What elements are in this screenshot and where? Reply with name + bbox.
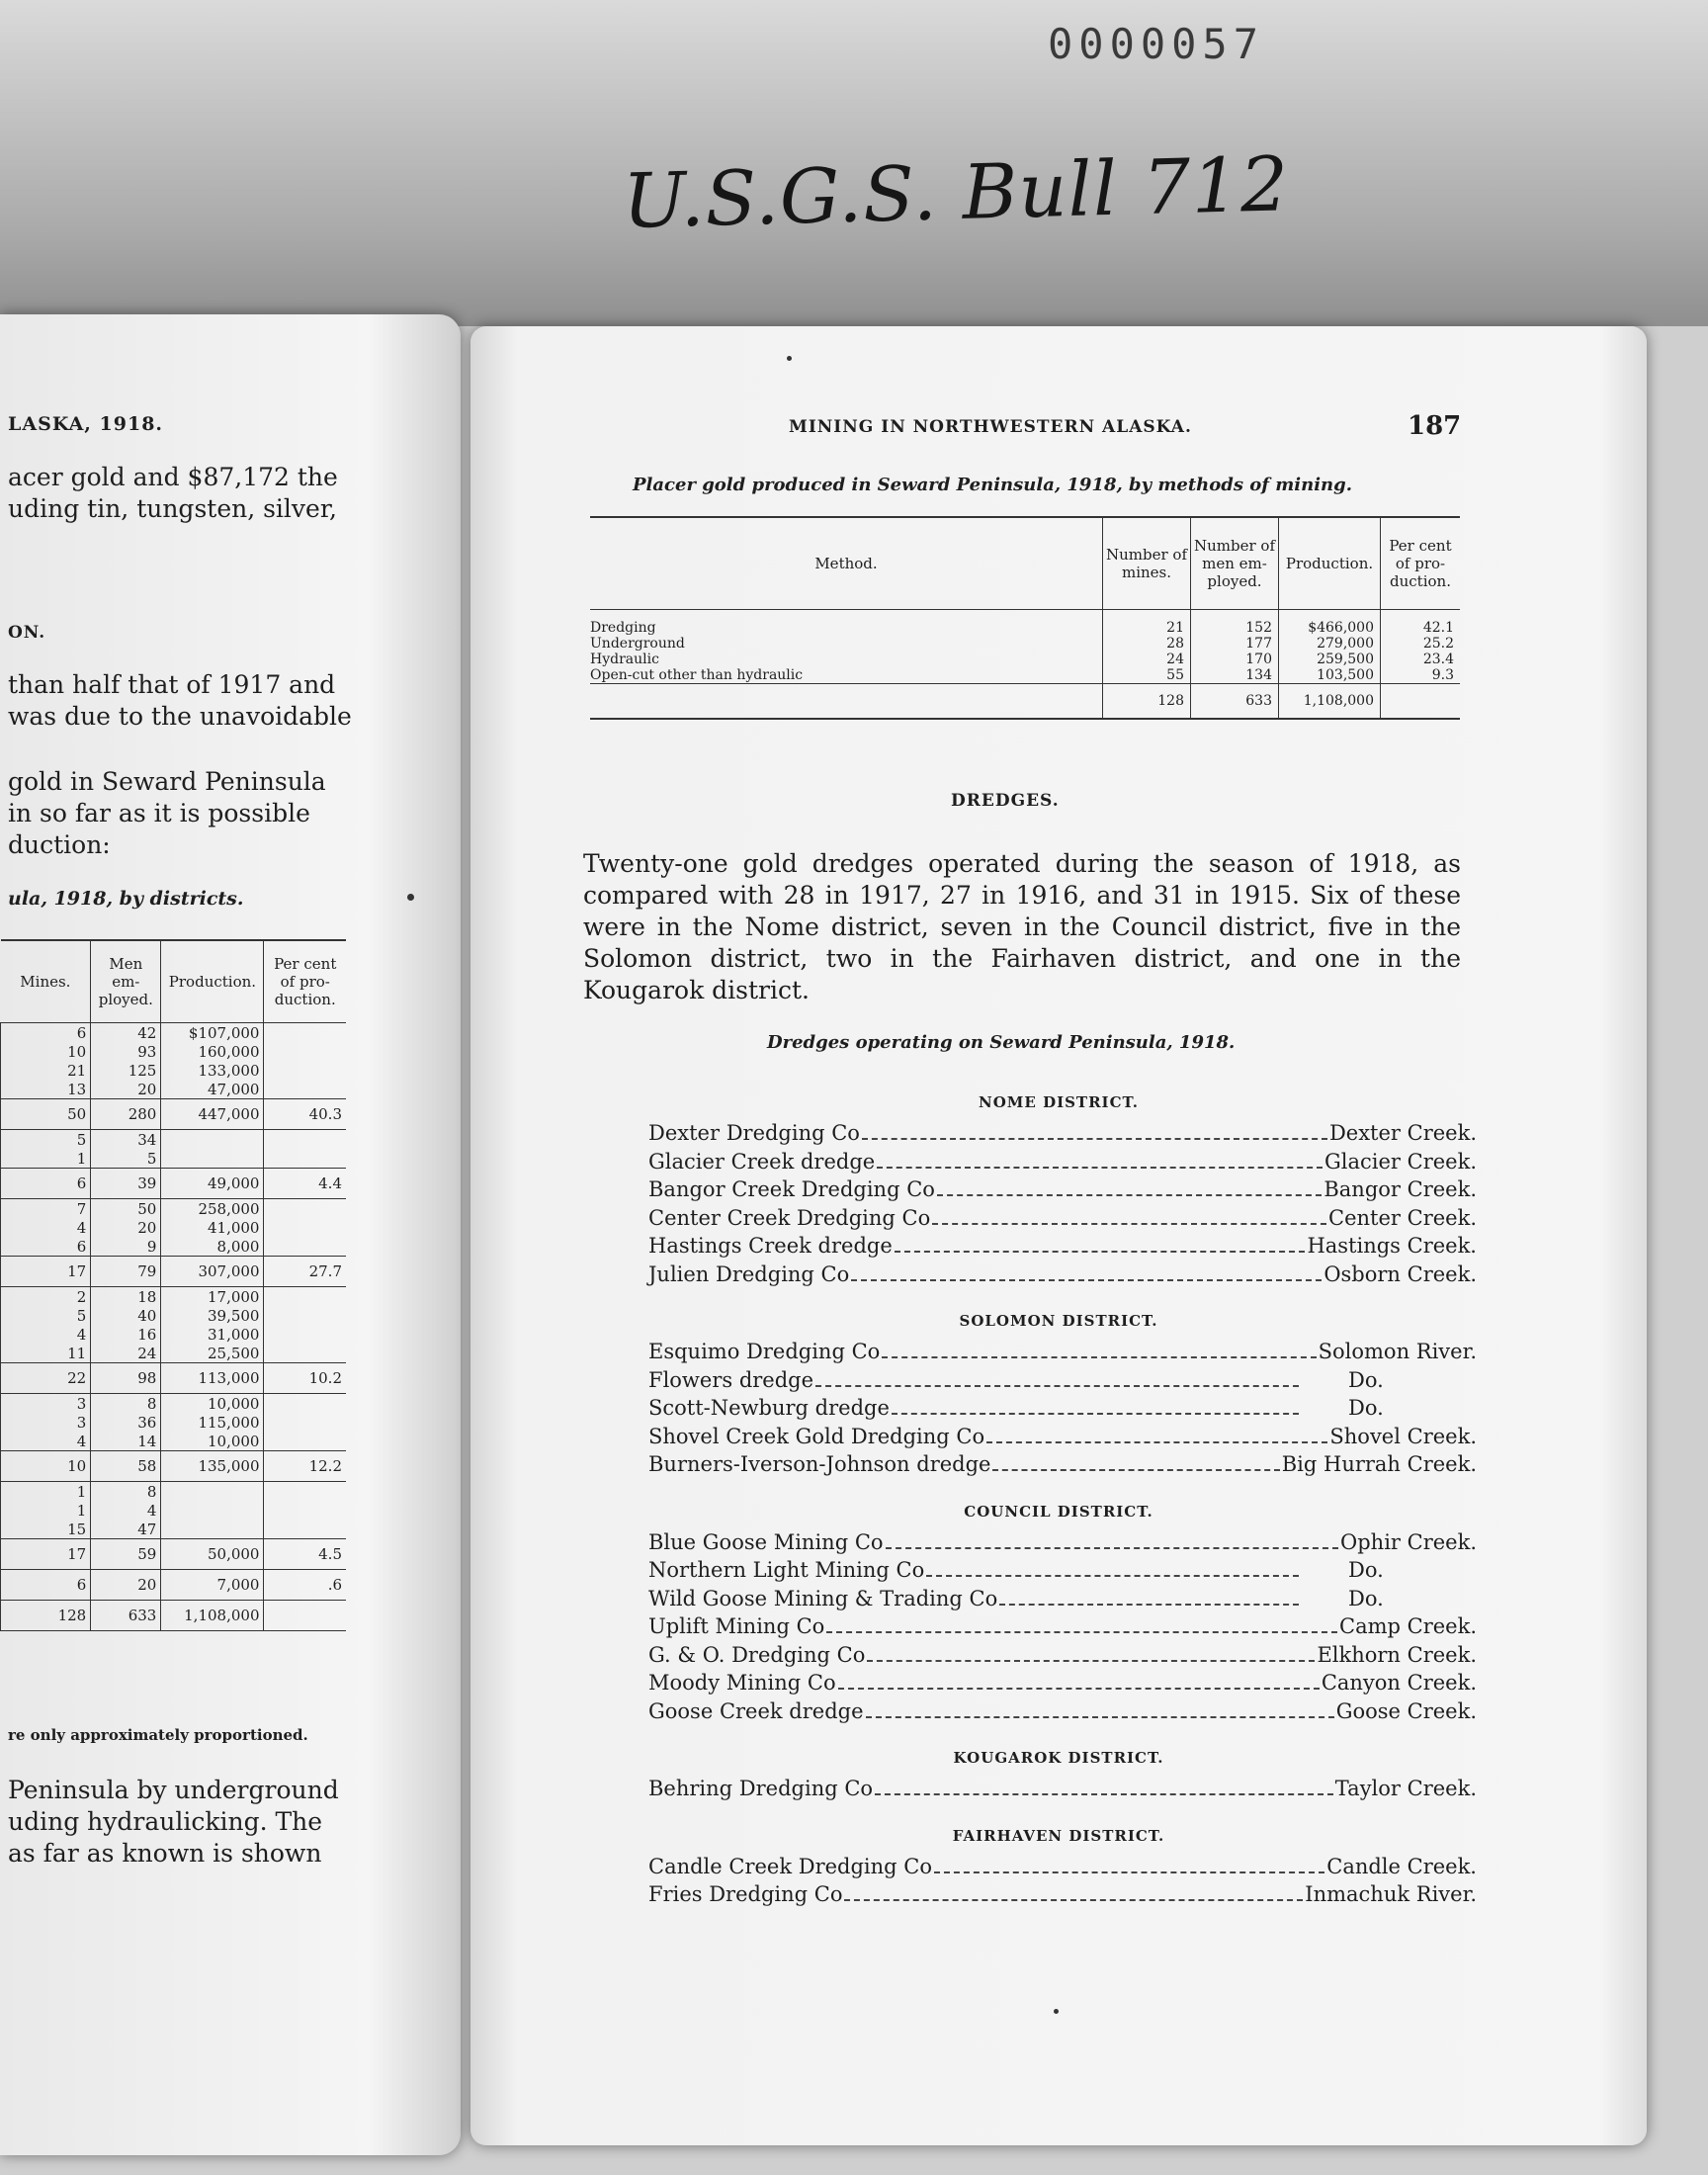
dredge-location: Center Creek. bbox=[1328, 1205, 1477, 1230]
left-section-heading: ON. bbox=[8, 623, 46, 643]
cell: 280 bbox=[91, 1099, 161, 1130]
cell: 20 bbox=[91, 1080, 161, 1099]
dot-leader bbox=[867, 1660, 1315, 1662]
table-total-row bbox=[1, 1363, 347, 1394]
cell: 21 bbox=[1103, 620, 1191, 636]
cell-percent bbox=[264, 1394, 346, 1414]
table-row bbox=[1, 1344, 347, 1363]
cell-method: Open-cut other than hydraulic bbox=[590, 667, 804, 683]
cell-percent bbox=[264, 1432, 346, 1451]
dredge-entry bbox=[648, 1340, 1477, 1364]
dredge-location: Camp Creek. bbox=[1339, 1614, 1477, 1638]
cell: 55 bbox=[1103, 667, 1191, 684]
cell: 259,500 bbox=[1279, 652, 1381, 667]
dredge-operator: G. & O. Dredging Co bbox=[648, 1642, 866, 1667]
cell-percent bbox=[264, 1287, 346, 1307]
cell: 25,500 bbox=[161, 1344, 264, 1363]
table-total-row bbox=[590, 684, 1460, 720]
cell: 10.2 bbox=[264, 1363, 346, 1394]
dredge-entry bbox=[648, 1614, 1477, 1639]
cell: 1 bbox=[1, 1501, 91, 1520]
table-total-row bbox=[1, 1539, 347, 1570]
cell: 113,000 bbox=[161, 1363, 264, 1394]
methods-table bbox=[590, 516, 1460, 720]
cell: 22 bbox=[1, 1363, 91, 1394]
cell: 103,500 bbox=[1279, 667, 1381, 684]
cell: 4 bbox=[1, 1325, 91, 1344]
dredge-entry bbox=[648, 1587, 1477, 1611]
dot-leader bbox=[851, 1279, 1322, 1281]
page-number: 187 bbox=[1408, 411, 1462, 441]
left-line: gold in Seward Peninsula bbox=[8, 767, 326, 796]
dredge-location: Dexter Creek. bbox=[1328, 1121, 1477, 1145]
dredge-location: Ophir Creek. bbox=[1340, 1529, 1477, 1554]
cell: 40 bbox=[91, 1306, 161, 1325]
dredge-entry bbox=[648, 1177, 1477, 1202]
dredge-location: Bangor Creek. bbox=[1324, 1177, 1477, 1201]
dredge-operator: Blue Goose Mining Co bbox=[648, 1529, 884, 1554]
left-footnote: re only approximately proportioned. bbox=[8, 1726, 308, 1744]
cell bbox=[161, 1130, 264, 1150]
cell: 23.4 bbox=[1381, 652, 1461, 667]
scan-speck bbox=[787, 356, 792, 361]
cell: 12.2 bbox=[264, 1451, 346, 1482]
dredge-location: Goose Creek. bbox=[1335, 1698, 1477, 1723]
dredge-location: Candle Creek. bbox=[1326, 1854, 1477, 1878]
dredge-operator: Fries Dredging Co bbox=[648, 1882, 843, 1906]
cell: 128 bbox=[1, 1601, 91, 1631]
left-line: Peninsula by underground bbox=[8, 1776, 339, 1804]
cell-percent bbox=[264, 1520, 346, 1539]
cell: 20 bbox=[91, 1570, 161, 1601]
cell-percent bbox=[264, 1306, 346, 1325]
cell: 135,000 bbox=[161, 1451, 264, 1482]
dredge-location: Inmachuk River. bbox=[1305, 1882, 1477, 1906]
cell: 6 bbox=[1, 1237, 91, 1257]
cell: 128 bbox=[1103, 684, 1191, 720]
cell-method: Dredging bbox=[590, 620, 656, 636]
dot-leader bbox=[844, 1899, 1303, 1901]
cell: $107,000 bbox=[161, 1023, 264, 1043]
cell: 59 bbox=[91, 1539, 161, 1570]
table-row bbox=[1, 1413, 347, 1432]
cell: 3 bbox=[1, 1413, 91, 1432]
dredge-entry bbox=[648, 1206, 1477, 1231]
table-total-row bbox=[1, 1099, 347, 1130]
dredge-operator: Wild Goose Mining & Trading Co bbox=[648, 1586, 998, 1610]
dredge-operator: Dexter Dredging Co bbox=[648, 1121, 860, 1145]
scan-speck bbox=[1054, 2009, 1059, 2014]
cell-percent bbox=[264, 1237, 346, 1257]
dredge-location: Shovel Creek. bbox=[1329, 1424, 1477, 1448]
cell-percent bbox=[264, 1344, 346, 1363]
cell: 2 bbox=[1, 1287, 91, 1307]
cell: 307,000 bbox=[161, 1257, 264, 1287]
cell: 14 bbox=[91, 1432, 161, 1451]
section-heading-dredges: DREDGES. bbox=[951, 791, 1060, 811]
cell: 5 bbox=[91, 1149, 161, 1169]
dot-leader bbox=[877, 1167, 1323, 1169]
dredge-entry bbox=[648, 1150, 1477, 1174]
table-total-row bbox=[1, 1570, 347, 1601]
cell: 7,000 bbox=[161, 1570, 264, 1601]
left-running-head: LASKA, 1918. bbox=[8, 413, 164, 435]
dredge-entry bbox=[648, 1558, 1477, 1583]
column-header: Per cent of pro-duction. bbox=[264, 940, 346, 1023]
table-row bbox=[1, 1520, 347, 1539]
cell: 1 bbox=[1, 1482, 91, 1502]
cell: 9.3 bbox=[1381, 667, 1461, 684]
cell-percent bbox=[264, 1061, 346, 1080]
dredges-caption: Dredges operating on Seward Peninsula, 1918. bbox=[767, 1032, 1236, 1053]
cell: 160,000 bbox=[161, 1042, 264, 1061]
cell: 6 bbox=[1, 1023, 91, 1043]
cell: 4 bbox=[1, 1218, 91, 1237]
cell: 8 bbox=[91, 1394, 161, 1414]
cell: 4.5 bbox=[264, 1539, 346, 1570]
table-row bbox=[1, 1199, 347, 1219]
table-row bbox=[1, 1149, 347, 1169]
dot-leader bbox=[875, 1793, 1333, 1795]
cell: 50,000 bbox=[161, 1539, 264, 1570]
left-line: as far as known is shown bbox=[8, 1839, 322, 1868]
cell: 16 bbox=[91, 1325, 161, 1344]
dot-leader bbox=[826, 1631, 1337, 1633]
dredge-operator: Burners-Iverson-Johnson dredge bbox=[648, 1452, 991, 1476]
table-total-row bbox=[1, 1257, 347, 1287]
cell: 20 bbox=[91, 1218, 161, 1237]
dredge-location: Elkhorn Creek. bbox=[1317, 1642, 1477, 1667]
dredge-entry bbox=[648, 1671, 1477, 1696]
dredge-operator: Candle Creek Dredging Co bbox=[648, 1854, 932, 1878]
cell: $466,000 bbox=[1279, 620, 1381, 636]
table-row bbox=[1, 1130, 347, 1150]
running-head: MINING IN NORTHWESTERN ALASKA. bbox=[789, 417, 1192, 437]
cell-percent bbox=[264, 1023, 346, 1043]
dredge-operator: Shovel Creek Gold Dredging Co bbox=[648, 1424, 985, 1448]
table-row bbox=[590, 652, 1460, 667]
cell-percent bbox=[264, 1199, 346, 1219]
cell: 17,000 bbox=[161, 1287, 264, 1307]
cell: 258,000 bbox=[161, 1199, 264, 1219]
left-table-caption: ula, 1918, by districts. bbox=[8, 888, 244, 910]
cell: 25.2 bbox=[1381, 636, 1461, 652]
dot-leader bbox=[882, 1356, 1316, 1358]
dredge-location: Hastings Creek. bbox=[1307, 1234, 1477, 1258]
table-row bbox=[1, 1042, 347, 1061]
cell bbox=[1381, 684, 1461, 720]
cell: 11 bbox=[1, 1344, 91, 1363]
table-row bbox=[1, 1237, 347, 1257]
dot-leader bbox=[934, 1871, 1324, 1873]
dredge-entry bbox=[648, 1368, 1477, 1393]
left-line: in so far as it is possible bbox=[8, 799, 310, 827]
cell bbox=[161, 1501, 264, 1520]
column-header-production: Production. bbox=[1279, 517, 1381, 610]
dot-leader bbox=[886, 1547, 1338, 1549]
dredge-operator: Julien Dredging Co bbox=[648, 1262, 850, 1286]
district-heading: SOLOMON DISTRICT. bbox=[959, 1312, 1158, 1330]
cell: 31,000 bbox=[161, 1325, 264, 1344]
table-row bbox=[1, 1325, 347, 1344]
dredge-operator: Flowers dredge bbox=[648, 1367, 814, 1392]
left-line: was due to the unavoidable bbox=[8, 702, 352, 731]
cell: 7 bbox=[1, 1199, 91, 1219]
cell: 134 bbox=[1191, 667, 1279, 684]
district-heading: NOME DISTRICT. bbox=[979, 1093, 1139, 1111]
dredge-location: Do. bbox=[1348, 1558, 1384, 1582]
cell: 24 bbox=[91, 1344, 161, 1363]
cell: 58 bbox=[91, 1451, 161, 1482]
cell: 1,108,000 bbox=[161, 1601, 264, 1631]
dredge-entry bbox=[648, 1777, 1477, 1801]
left-line: uding hydraulicking. The bbox=[8, 1807, 323, 1836]
cell: 279,000 bbox=[1279, 636, 1381, 652]
left-line: duction: bbox=[8, 830, 111, 859]
cell-method: Hydraulic bbox=[590, 652, 659, 667]
handwritten-annotation: U.S.G.S. Bull 712 bbox=[621, 139, 1291, 245]
dredge-entry bbox=[648, 1643, 1477, 1668]
dot-leader bbox=[815, 1385, 1299, 1387]
cell-method: Underground bbox=[590, 636, 685, 652]
table-row bbox=[590, 636, 1460, 652]
dredge-location: Taylor Creek. bbox=[1334, 1777, 1477, 1800]
dot-leader bbox=[895, 1251, 1306, 1253]
table-row bbox=[1, 1432, 347, 1451]
dredge-location: Solomon River. bbox=[1318, 1340, 1477, 1363]
left-line: than half that of 1917 and bbox=[8, 670, 336, 699]
cell-percent bbox=[264, 1501, 346, 1520]
cell: 177 bbox=[1191, 636, 1279, 652]
cell-percent bbox=[264, 1482, 346, 1502]
cell: 41,000 bbox=[161, 1218, 264, 1237]
cell: 633 bbox=[1191, 684, 1279, 720]
dredge-entry bbox=[648, 1262, 1477, 1287]
table-row bbox=[590, 620, 1460, 636]
dot-leader bbox=[892, 1413, 1299, 1415]
dredge-entry bbox=[648, 1121, 1477, 1146]
dredge-entry bbox=[648, 1452, 1477, 1477]
right-page bbox=[470, 326, 1647, 2145]
cell: 1 bbox=[1, 1149, 91, 1169]
left-district-table bbox=[0, 939, 346, 1631]
cell: 49,000 bbox=[161, 1169, 264, 1199]
table-row bbox=[1, 1306, 347, 1325]
cell: 8 bbox=[91, 1482, 161, 1502]
table-caption: Placer gold produced in Seward Peninsula, 1918, by methods of mining. bbox=[633, 475, 1352, 495]
dot-leader bbox=[986, 1441, 1327, 1443]
dot-leader bbox=[992, 1469, 1279, 1471]
cell: 10 bbox=[1, 1042, 91, 1061]
dredge-location: Glacier Creek. bbox=[1324, 1149, 1477, 1174]
cell: 13 bbox=[1, 1080, 91, 1099]
cell: 6 bbox=[1, 1570, 91, 1601]
dredge-location: Do. bbox=[1348, 1396, 1384, 1420]
left-line: uding tin, tungsten, silver, bbox=[8, 494, 337, 523]
dredge-operator: Bangor Creek Dredging Co bbox=[648, 1177, 935, 1201]
cell: 93 bbox=[91, 1042, 161, 1061]
dredges-paragraph: Twenty-one gold dredges operated during the season of 1918, as compared with 28 in 1917, 27 in 1916, and 31 in 1915. Six of these were in the Nome district, seven in the Council district, five in the Solomon district, two in the Fairhaven district, and one in the Kougarok district. bbox=[583, 849, 1461, 1004]
dredge-entry bbox=[648, 1882, 1477, 1907]
district-heading: FAIRHAVEN DISTRICT. bbox=[952, 1826, 1165, 1845]
cell: 28 bbox=[1103, 636, 1191, 652]
dredge-entry bbox=[648, 1396, 1477, 1421]
cell: 15 bbox=[1, 1520, 91, 1539]
table-row bbox=[1, 1482, 347, 1502]
cell: 5 bbox=[1, 1306, 91, 1325]
cell-percent bbox=[264, 1325, 346, 1344]
table-total-row bbox=[1, 1169, 347, 1199]
district-heading: COUNCIL DISTRICT. bbox=[964, 1502, 1153, 1521]
cell: 79 bbox=[91, 1257, 161, 1287]
cell: 115,000 bbox=[161, 1413, 264, 1432]
cell bbox=[161, 1520, 264, 1539]
cell: 39,500 bbox=[161, 1306, 264, 1325]
scan-speck bbox=[407, 894, 414, 901]
column-header-percent: Per cent of pro-duction. bbox=[1381, 517, 1461, 610]
table-total-row bbox=[1, 1601, 347, 1631]
cell: 633 bbox=[91, 1601, 161, 1631]
table-row bbox=[1, 1061, 347, 1080]
table-row bbox=[590, 667, 1460, 684]
cell: 24 bbox=[1103, 652, 1191, 667]
cell: 10 bbox=[1, 1451, 91, 1482]
dredge-operator: Esquimo Dredging Co bbox=[648, 1340, 881, 1363]
cell: 21 bbox=[1, 1061, 91, 1080]
cell: 34 bbox=[91, 1130, 161, 1150]
dredge-operator: Moody Mining Co bbox=[648, 1671, 836, 1695]
page-stamp: 0000057 bbox=[1048, 20, 1265, 68]
cell: 1,108,000 bbox=[1279, 684, 1381, 720]
dot-leader bbox=[866, 1716, 1334, 1718]
dredge-operator: Scott-Newburg dredge bbox=[648, 1396, 890, 1420]
cell: .6 bbox=[264, 1570, 346, 1601]
cell: 170 bbox=[1191, 652, 1279, 667]
cell-percent bbox=[264, 1042, 346, 1061]
cell: 10,000 bbox=[161, 1394, 264, 1414]
dredge-location: Do. bbox=[1348, 1586, 1384, 1610]
table-row bbox=[1, 1080, 347, 1099]
dot-leader bbox=[999, 1604, 1299, 1606]
cell: 10,000 bbox=[161, 1432, 264, 1451]
table-row bbox=[1, 1023, 347, 1043]
dredge-entry bbox=[648, 1530, 1477, 1555]
dredge-entry bbox=[648, 1699, 1477, 1724]
table-total-row bbox=[1, 1451, 347, 1482]
cell-percent bbox=[264, 1413, 346, 1432]
cell: 47 bbox=[91, 1520, 161, 1539]
dredge-location: Osborn Creek. bbox=[1324, 1262, 1477, 1286]
dot-leader bbox=[937, 1194, 1322, 1196]
cell: 50 bbox=[91, 1199, 161, 1219]
dot-leader bbox=[862, 1138, 1327, 1140]
table-row bbox=[1, 1501, 347, 1520]
dredge-operator: Uplift Mining Co bbox=[648, 1614, 825, 1638]
cell bbox=[161, 1482, 264, 1502]
cell: 9 bbox=[91, 1237, 161, 1257]
cell: 42 bbox=[91, 1023, 161, 1043]
cell bbox=[161, 1149, 264, 1169]
cell-percent bbox=[264, 1218, 346, 1237]
cell: 27.7 bbox=[264, 1257, 346, 1287]
district-heading: KOUGAROK DISTRICT. bbox=[953, 1749, 1164, 1767]
cell: 98 bbox=[91, 1363, 161, 1394]
cell: 5 bbox=[1, 1130, 91, 1150]
cell bbox=[590, 684, 1103, 720]
dredge-entry bbox=[648, 1234, 1477, 1259]
cell: 42.1 bbox=[1381, 620, 1461, 636]
cell: 447,000 bbox=[161, 1099, 264, 1130]
left-line: acer gold and $87,172 the bbox=[8, 463, 338, 491]
column-header: Mines. bbox=[1, 940, 91, 1023]
cell: 18 bbox=[91, 1287, 161, 1307]
dot-leader bbox=[932, 1223, 1326, 1225]
dredge-operator: Center Creek Dredging Co bbox=[648, 1205, 931, 1230]
cell-percent bbox=[264, 1080, 346, 1099]
dredge-entry bbox=[648, 1425, 1477, 1449]
cell-percent bbox=[264, 1130, 346, 1150]
table-row bbox=[1, 1287, 347, 1307]
cell: 6 bbox=[1, 1169, 91, 1199]
dredge-operator: Goose Creek dredge bbox=[648, 1698, 864, 1723]
column-header-method: Method. bbox=[590, 517, 1103, 610]
left-page bbox=[0, 314, 461, 2155]
cell: 40.3 bbox=[264, 1099, 346, 1130]
cell bbox=[264, 1601, 346, 1631]
cell: 39 bbox=[91, 1169, 161, 1199]
cell: 47,000 bbox=[161, 1080, 264, 1099]
table-row bbox=[1, 1394, 347, 1414]
dredge-operator: Hastings Creek dredge bbox=[648, 1234, 893, 1258]
column-header: Men em-ployed. bbox=[91, 940, 161, 1023]
dot-leader bbox=[838, 1688, 1320, 1690]
column-header-men: Number of men em-ployed. bbox=[1191, 517, 1279, 610]
dredge-entry bbox=[648, 1855, 1477, 1879]
cell: 133,000 bbox=[161, 1061, 264, 1080]
dredge-location: Do. bbox=[1348, 1367, 1384, 1392]
cell: 17 bbox=[1, 1257, 91, 1287]
cell: 8,000 bbox=[161, 1237, 264, 1257]
dot-leader bbox=[926, 1575, 1299, 1577]
table-row bbox=[1, 1218, 347, 1237]
dredge-operator: Glacier Creek dredge bbox=[648, 1149, 876, 1174]
cell-percent bbox=[264, 1149, 346, 1169]
dredge-operator: Behring Dredging Co bbox=[648, 1777, 874, 1800]
cell: 36 bbox=[91, 1413, 161, 1432]
cell: 4 bbox=[1, 1432, 91, 1451]
cell: 50 bbox=[1, 1099, 91, 1130]
column-header: Production. bbox=[161, 940, 264, 1023]
cell: 152 bbox=[1191, 620, 1279, 636]
cell: 3 bbox=[1, 1394, 91, 1414]
cell: 4.4 bbox=[264, 1169, 346, 1199]
dredge-operator: Northern Light Mining Co bbox=[648, 1558, 925, 1582]
column-header-mines: Number of mines. bbox=[1103, 517, 1191, 610]
cell: 125 bbox=[91, 1061, 161, 1080]
cell: 17 bbox=[1, 1539, 91, 1570]
cell: 4 bbox=[91, 1501, 161, 1520]
dredge-location: Big Hurrah Creek. bbox=[1281, 1452, 1477, 1476]
dredge-location: Canyon Creek. bbox=[1321, 1671, 1477, 1695]
